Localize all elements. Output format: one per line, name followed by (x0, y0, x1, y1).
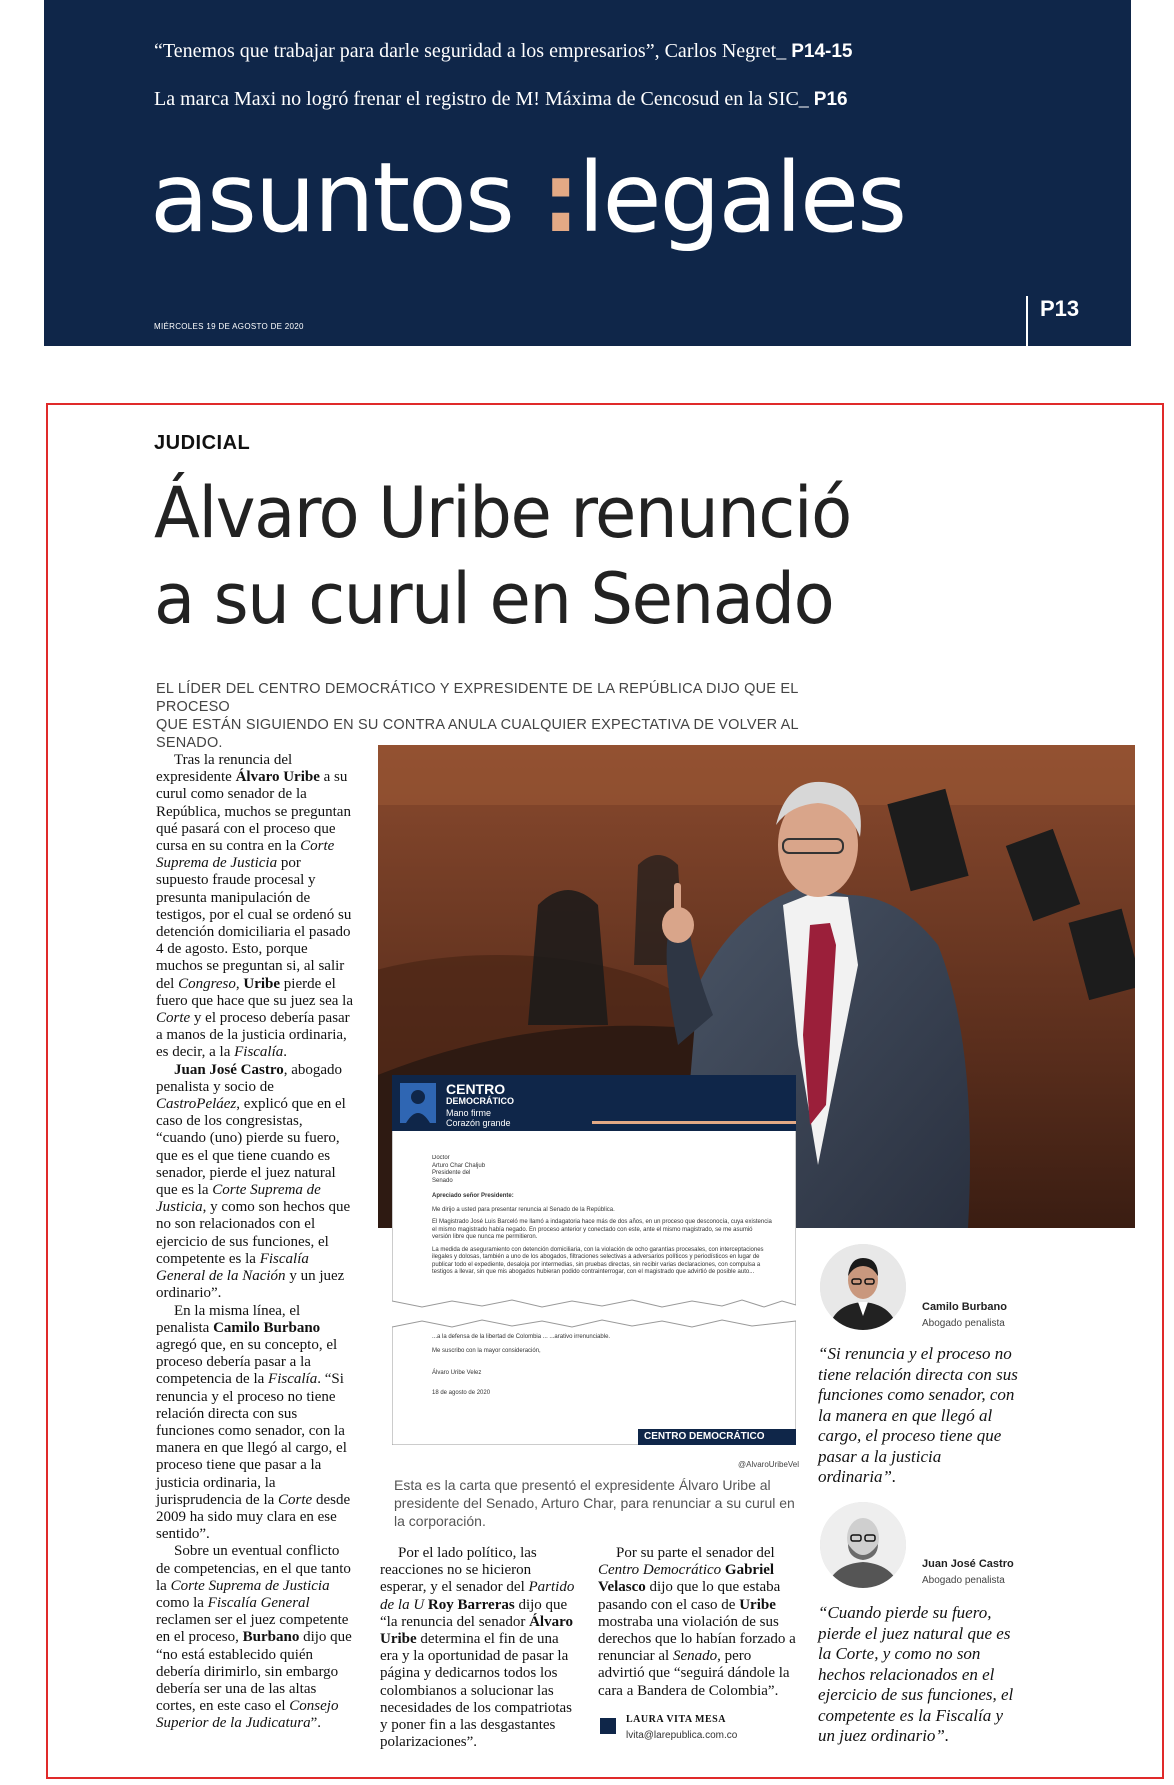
article-column-2 (380, 1545, 576, 1751)
subtitle-line: QUE ESTÁN SIGUIENDO EN SU CONTRA ANULA CUALQUIER EXPECTATIVA DE VOLVER AL SENADO. (156, 717, 799, 751)
italic-run: Fiscalía General (207, 1594, 310, 1611)
bold-run: Álvaro Uribe (380, 1613, 573, 1648)
text-run: , (235, 975, 244, 992)
article-column-3 (598, 1545, 798, 1700)
italic-run: Corte Suprema de Justicia (156, 1182, 321, 1216)
letter-footer: CENTRO DEMOCRÁTICO (644, 1431, 765, 1442)
italic-run: Corte (278, 1491, 313, 1508)
headline (154, 470, 1018, 642)
text-run: Sobre un eventual conflicto de competencias, en el que tanto la (156, 1543, 351, 1594)
letter-addressee: Presidente del (432, 1170, 471, 1176)
italic-run: Corte Suprema de Justicia (156, 838, 335, 872)
avatar-camilo-burbano (820, 1244, 906, 1330)
teaser-text: “Tenemos que trabajar para darle seguridad a los empresarios”, Carlos Negret_ (154, 40, 792, 62)
byline-name: LAURA VITA MESA (626, 1714, 726, 1725)
text-run: . “Si renuncia y el proceso no tiene relación directa con sus funciones como senador, con la manera en que llegó al cargo, el proceso tiene que pasar a la justicia ordinaria, la jurisprudencia de la (156, 1371, 347, 1508)
letter-signer: Álvaro Uribe Velez (432, 1370, 482, 1376)
letter-paragraph: El Magistrado José Luis Barceló me llamó a indagatoria hace más de dos años, en un proceso que desconocía, cuya existencia el mismo magistrado había negado. En proceso anterior y conectado con este, ante el mismo magistrado, se me asumió versión libre que nunca me permitieron. (432, 1219, 772, 1240)
article-paragraph (598, 1545, 798, 1700)
issue-date: MIÉRCOLES 19 DE AGOSTO DE 2020 (154, 322, 304, 331)
letter-paragraph: Me dirijo a usted para presentar renuncia al Senado de la República. (432, 1206, 615, 1213)
letter-party-line: DEMOCRÁTICO (446, 1096, 514, 1106)
text-run: por supuesto fraude procesal y presunta manipulación de testigos, por el cual se ordenó su detención domiciliaria el pasado 4 de agosto. Esto, porque muchos se preguntan si, al salir del (156, 855, 352, 992)
letter-addressee: Senado (432, 1177, 453, 1184)
article-paragraph (380, 1545, 576, 1751)
text-run: , abogado penalista y socio de (156, 1061, 343, 1095)
text-run: dijo que “la renuncia del senador (380, 1596, 568, 1630)
headline-line: Álvaro Uribe renunció (154, 472, 851, 554)
teaser-text: La marca Maxi no logró frenar el registro de M! Máxima de Cencosud en la SIC_ (154, 88, 814, 110)
italic-run: Senado (672, 1648, 718, 1665)
italic-run: Fiscalía (234, 1044, 284, 1061)
text-run: , explicó que en el caso de los congresistas, “cuando (uno) pierde su fuero, que es el que tiene cuando es senador, pierde el juez natural que es la (156, 1096, 346, 1199)
italic-run: Corte (156, 1010, 191, 1027)
page-number: P13 (1040, 296, 1080, 321)
italic-run: Congreso (178, 975, 236, 992)
pull-quote: “Cuando pierde su fuero, pierde el juez natural que es la Corte, y como no son hechos relacionados en el ejercicio de sus funciones, el competente es la Fiscalía y un juez ordinario”. (818, 1603, 1014, 1745)
subtitle (156, 680, 856, 752)
italic-run: CastroPeláez (156, 1096, 237, 1113)
letter-closing: Me suscribo con la mayor consideración, (432, 1348, 541, 1354)
photo-caption: Esta es la carta que presentó el expresidente Álvaro Uribe al presidente del Senado, Arturo Char, para renunciar a su curul en la corporación. (394, 1477, 795, 1529)
quote-author-name: Juan José Castro (922, 1558, 1014, 1570)
bold-run: Burbano (242, 1629, 300, 1646)
bold-run: Uribe (243, 975, 281, 992)
portrait-image (820, 1244, 906, 1330)
article-paragraph (156, 1303, 356, 1544)
text-run: y un juez ordinario”. (156, 1268, 345, 1302)
header-banner (44, 0, 1131, 346)
quote-author-role: Abogado penalista (922, 1575, 1005, 1586)
letter-party-line: CENTRO (446, 1081, 506, 1097)
logo-colon: : (541, 142, 578, 254)
text-run: ”. (310, 1715, 321, 1732)
text-run: , pero advirtió que “seguirá dándole la cara a Bandera de Colombia”. (598, 1648, 790, 1699)
text-run: desde 2009 ha sido muy clara en ese sentido”. (156, 1491, 351, 1543)
italic-run: Partido de la U (380, 1579, 575, 1613)
text-run: Por su parte el senador del (616, 1545, 775, 1561)
letter-salutation: Apreciado señor Presidente: (432, 1193, 514, 1199)
text-run: , y como son hechos que no son relacionados con el ejercicio de sus funciones, el competente es la (156, 1199, 351, 1267)
portrait-image (820, 1502, 906, 1588)
page-number-box (1026, 296, 1088, 346)
bold-run: Juan José Castro (174, 1061, 284, 1078)
headline-line: a su curul en Senado (154, 558, 834, 640)
logo-word-right: legales (577, 142, 906, 254)
byline-icon (600, 1718, 616, 1734)
text-run: dijo que “no está establecido quién debería dirimirlo, sin embargo debería ser una de las altas cortes, en este caso el (156, 1629, 352, 1715)
text-run: . (283, 1044, 288, 1061)
letter-slogan-line: Corazón grande (446, 1118, 511, 1128)
italic-run: Consejo Superior de la Judicatura (156, 1698, 339, 1732)
bold-run: Uribe (739, 1596, 776, 1613)
letter-paragraph: La medida de aseguramiento con detención domiciliaria, con la violación de ocho garantías procesales, con interceptaciones ilegales y dolosas, también a uno de los abogados, filtraciones selectivas a adversarios políticos y periodísticos en lugar de publicar todo el expediente, desaloja por intermedias, sin pruebas directas, sin recibir varias declaraciones, con compulsa a testigos a llevar, sin que mis abogados hubieran podido contrainterrogar, con el magistrado que advirtió de posible auto... (432, 1246, 764, 1275)
bold-run: Camilo Burbano (213, 1319, 321, 1336)
letter-party-name (446, 1082, 514, 1106)
italic-run: Fiscalía General de la Nación (156, 1250, 309, 1285)
italic-run: Centro Democrático (598, 1562, 722, 1579)
text-run: Por el lado político, las reacciones no se hicieron esperar, y el senador del (380, 1545, 537, 1596)
teaser-page-ref: P14-15 (791, 41, 853, 62)
bold-run: Álvaro Uribe (235, 769, 320, 786)
text-run: y el proceso debería pasar a manos de la justicia ordinaria, es decir, a la (156, 1010, 350, 1061)
bold-run: Gabriel Velasco (598, 1562, 775, 1596)
text-run: En la misma línea, el penalista (156, 1302, 301, 1336)
article-paragraph (156, 1543, 356, 1732)
letter-addressee: Doctor (432, 1155, 450, 1161)
avatar-juan-jose-castro (820, 1502, 906, 1588)
byline-email[interactable]: lvita@larepublica.com.co (626, 1730, 738, 1741)
pull-quote: “Si renuncia y el proceso no tiene relación directa con sus funciones como senador, con la manera en que llegó al cargo, el proceso tiene que pasar a la justicia ordinaria”. (818, 1344, 1018, 1486)
text-run: mostraba una violación de sus derechos que lo habían forzado a renunciar al (598, 1613, 796, 1665)
letter-slogan-line: Mano firme (446, 1108, 492, 1118)
text-run: agregó que, en su concepto, el proceso debería pasar a la competencia de la (156, 1336, 338, 1388)
resignation-letter (392, 1075, 796, 1445)
letter-date: 18 de agosto de 2020 (432, 1390, 491, 1396)
article-paragraph (156, 752, 356, 1062)
teaser-maxi[interactable] (154, 88, 848, 111)
quote-author-name: Camilo Burbano (922, 1301, 1007, 1313)
article-paragraph (156, 1062, 356, 1303)
text-run: reclamen ser el juez competente en el proceso, (156, 1612, 349, 1646)
teaser-page-ref: P16 (813, 89, 848, 110)
text-run: pierde el fuero que hace que su juez sea la (156, 975, 353, 1009)
letter-slogan (446, 1108, 511, 1128)
article-column-1 (156, 752, 356, 1733)
teaser-negret[interactable] (154, 40, 853, 63)
quote-author-role: Abogado penalista (922, 1318, 1005, 1329)
text-run: a su curul como senador de la República, muchos se preguntan qué pasará con el proceso que cursa en su contra en la (156, 769, 351, 855)
section-label: JUDICIAL (154, 432, 251, 454)
letter-body-end (432, 1333, 772, 1397)
bold-run: Roy Barreras (427, 1596, 515, 1613)
subtitle-line: EL LÍDER DEL CENTRO DEMOCRÁTICO Y EXPRESIDENTE DE LA REPÚBLICA DIJO QUE EL PROCESO (156, 681, 798, 715)
section-logo (150, 142, 906, 254)
photo-credit: @AlvaroUribeVel (738, 1460, 800, 1469)
italic-run: Corte Suprema de Justicia (170, 1577, 330, 1594)
letter-paragraph: ...a la defensa de la libertad de Colombia ... ...arativo irrenunciable. (432, 1334, 611, 1340)
logo-word-left: asuntos (150, 142, 513, 254)
text-run: Tras la renuncia del expresidente (156, 752, 293, 786)
italic-run: Fiscalía (268, 1371, 318, 1388)
letter-addressee: Arturo Char Chaljub (432, 1162, 486, 1169)
text-run: dijo que lo que estaba pasando con el caso de (598, 1579, 781, 1613)
letter-body (432, 1155, 772, 1297)
text-run: como la (156, 1594, 208, 1611)
text-run: determina el fin de una era y la oportunidad de pasar la página y dedicarnos todos los colombianos a solucionar las necesidades de los compatriotas y poner fin a las desgastantes polarizaciones”. (380, 1631, 573, 1751)
